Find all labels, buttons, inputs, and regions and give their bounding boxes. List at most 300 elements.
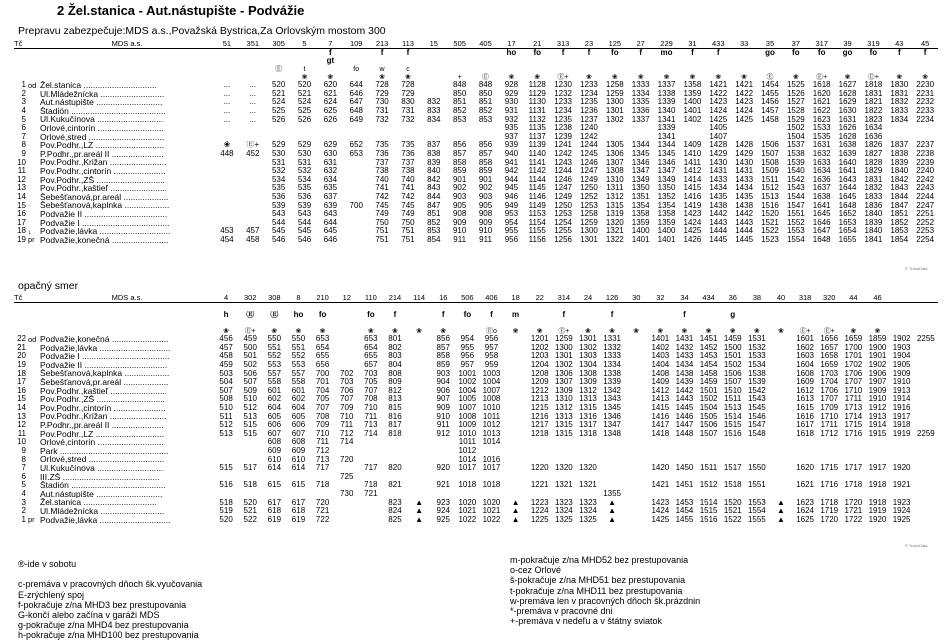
departure-time: 731 — [401, 106, 415, 116]
departure-time: 606 — [291, 420, 306, 430]
departure-time: 503 — [219, 369, 233, 378]
departure-time — [769, 344, 793, 353]
trip-number: 23 — [576, 39, 602, 49]
departure-time: 1453 — [675, 498, 694, 507]
stop-prefix: od — [28, 81, 37, 90]
stop-row — [14, 430, 938, 439]
departure-time: 546 — [271, 235, 286, 244]
departure-time: 624 — [323, 98, 338, 107]
trip-note-symbol: Ⓔ — [270, 311, 279, 319]
departure-time: 1507 — [723, 377, 742, 387]
departure-time: 1516 — [699, 515, 718, 524]
departure-time: 714 — [340, 438, 354, 447]
departure-time — [914, 507, 938, 516]
departure-time: 614 — [267, 463, 282, 473]
departure-time — [914, 490, 938, 499]
departure-time: 1247 — [554, 184, 572, 193]
trip-note-symbol — [447, 49, 473, 58]
departure-time — [214, 124, 240, 133]
departure-time: 532 — [271, 166, 286, 176]
stop-km: 3 — [21, 98, 26, 107]
stop-name: Pov.Podhr.,ZŠ ............................. — [40, 395, 166, 404]
stop-name: Ul.Kukučínova ............................ — [40, 115, 164, 124]
departure-time: 1516 — [723, 429, 742, 438]
trip-note-symbol — [745, 319, 769, 327]
trip-note-symbol — [455, 327, 479, 335]
trip-note-symbol — [335, 303, 359, 312]
departure-time: 735 — [401, 141, 415, 150]
departure-time: 736 — [375, 149, 389, 159]
departure-time: 1345 — [631, 149, 650, 159]
departure-time: 1438 — [735, 201, 754, 210]
departure-time: 847 — [427, 201, 441, 210]
departure-time: 609 — [291, 446, 306, 456]
departure-time — [648, 490, 672, 499]
trip-note-symbol: ❀ — [508, 73, 515, 81]
departure-time: 2239 — [916, 158, 935, 167]
departure-time: 1450 — [675, 463, 694, 473]
departure-time: 912 — [436, 429, 450, 438]
departure-time: 1310 — [605, 175, 624, 184]
trip-note-symbol — [624, 311, 648, 319]
trip-note-symbol — [817, 303, 841, 312]
departure-time: 1301 — [605, 106, 624, 116]
departure-time: 608 — [267, 438, 282, 447]
trip-number: 43 — [886, 39, 912, 49]
departure-time: 1843 — [890, 184, 909, 193]
departure-time: 850 — [478, 89, 493, 98]
departure-time: 1350 — [631, 184, 650, 193]
trip-number: 405 — [473, 39, 499, 49]
departure-time: 513 — [243, 412, 257, 421]
trip-note-symbol — [266, 57, 292, 65]
departure-time: 1628 — [838, 132, 857, 141]
trip-note-symbol: ❀ — [792, 73, 799, 81]
trip-note-symbol — [383, 319, 407, 327]
departure-time: 1851 — [890, 209, 909, 219]
departure-time — [407, 455, 431, 464]
trip-note-symbol: g — [730, 311, 736, 319]
departure-time — [214, 176, 240, 185]
departure-time: 1920 — [868, 515, 887, 524]
departure-time: 1509 — [761, 166, 779, 176]
departure-time — [648, 447, 672, 456]
timetable-forward — [14, 39, 938, 244]
departure-time: 856 — [478, 141, 493, 150]
departure-time: 506 — [243, 369, 257, 378]
departure-time: 850 — [452, 89, 467, 98]
stop-km: 2 — [21, 506, 26, 516]
trip-note-symbol: ❀ — [440, 327, 447, 335]
departure-time: 1716 — [844, 429, 863, 438]
trip-note-symbol — [473, 49, 499, 58]
departure-time: 1442 — [735, 209, 754, 219]
departure-time — [407, 344, 431, 353]
trip-note-symbol — [817, 319, 841, 327]
trip-note-symbol — [286, 319, 310, 327]
trip-number: 38 — [745, 293, 769, 303]
departure-time: 1347 — [657, 166, 676, 176]
departure-time: 1637 — [812, 184, 831, 193]
departure-time: 2247 — [916, 201, 935, 210]
departure-time — [335, 507, 359, 516]
departure-time — [914, 404, 938, 413]
departure-time: 1435 — [735, 192, 754, 202]
departure-time — [383, 438, 407, 447]
header-operator: MDS a.s. — [40, 293, 214, 303]
departure-time: 908 — [478, 209, 493, 219]
trip-note-symbol — [835, 57, 861, 65]
trip-number: 319 — [860, 39, 886, 49]
departure-time: 1247 — [580, 166, 598, 176]
departure-time — [624, 430, 648, 439]
departure-time: 833 — [427, 106, 441, 116]
sym-spacer — [14, 73, 28, 81]
departure-time: 903 — [436, 369, 450, 378]
trip-note-symbol — [262, 319, 286, 327]
departure-time: 1914 — [892, 395, 911, 404]
departure-time: 1421 — [735, 81, 754, 90]
departure-time — [793, 490, 817, 499]
trip-note-symbol — [890, 327, 914, 335]
departure-time: 1011 — [458, 438, 476, 447]
trip-note-symbol: Ⓔ+ — [557, 73, 569, 81]
departure-time: 1504 — [699, 403, 718, 413]
departure-time: 2251 — [916, 209, 935, 219]
departure-time: 1315 — [554, 429, 573, 438]
departure-time: 1520 — [761, 209, 779, 219]
departure-time — [407, 369, 431, 378]
departure-time: 732 — [401, 115, 415, 124]
departure-time: 1007 — [458, 403, 477, 413]
departure-time — [624, 481, 648, 490]
departure-time: 544 — [297, 218, 312, 227]
departure-time: 1709 — [820, 403, 839, 413]
departure-time: 1830 — [890, 81, 909, 90]
departure-time: 543 — [271, 209, 286, 219]
departure-time: 544 — [271, 218, 286, 227]
departure-time — [359, 498, 383, 507]
trip-note-symbol — [317, 65, 343, 73]
departure-time: 1145 — [528, 184, 546, 193]
departure-time: 531 — [271, 158, 286, 167]
departure-time — [624, 344, 648, 353]
departure-time: ▲ — [608, 515, 617, 524]
stop-row — [14, 98, 938, 107]
departure-time: 930 — [504, 98, 519, 107]
stop-prefix — [28, 498, 40, 507]
departure-time: 857 — [452, 149, 467, 159]
departure-time: 1217 — [530, 420, 549, 430]
departure-time: 859 — [436, 360, 450, 370]
departure-time: 1446 — [675, 412, 694, 421]
trip-note-symbol — [292, 49, 318, 58]
departure-time: 1636 — [864, 132, 883, 141]
trip-number: 37 — [783, 39, 809, 49]
departure-time: 935 — [504, 123, 519, 133]
departure-time — [240, 193, 266, 202]
departure-time: 1542 — [747, 386, 766, 395]
departure-time — [407, 404, 431, 413]
departure-time: 1544 — [786, 192, 805, 202]
departure-time: 1131 — [528, 106, 546, 116]
credit-forward: © TransData — [905, 266, 928, 271]
departure-time — [552, 438, 576, 447]
trip-number: 39 — [835, 39, 861, 49]
departure-time: 1347 — [631, 166, 650, 176]
departure-time: 1010 — [458, 429, 477, 438]
departure-time: 1238 — [554, 123, 572, 133]
departure-time — [240, 219, 266, 228]
departure-time: 513 — [219, 429, 233, 438]
trip-note-symbol — [600, 319, 624, 327]
departure-time — [769, 404, 793, 413]
departure-time: 1706 — [844, 369, 863, 378]
departure-time: 1420 — [651, 463, 670, 473]
departure-time: 1315 — [554, 420, 573, 430]
departure-time: 610 — [291, 455, 306, 464]
departure-time: 621 — [323, 89, 338, 98]
departure-time — [504, 464, 528, 473]
trip-note-symbol — [721, 303, 745, 312]
departure-time: 823 — [388, 498, 402, 507]
departure-time — [528, 438, 552, 447]
trip-note-symbol: f — [380, 48, 384, 57]
departure-time — [504, 352, 528, 361]
departure-time: 954 — [504, 218, 519, 227]
departure-time: 1321 — [579, 481, 597, 490]
departure-time — [745, 473, 769, 482]
departure-time — [697, 455, 721, 464]
departure-time: 902 — [478, 184, 493, 193]
trip-number: 505 — [447, 39, 473, 49]
departure-time: 1522 — [723, 515, 742, 524]
departure-time: 1707 — [820, 395, 839, 404]
departure-time: 1915 — [868, 429, 887, 438]
trip-note-symbol: Ⓔ+ — [823, 327, 835, 335]
departure-time: 1424 — [651, 506, 670, 516]
departure-time: 1451 — [699, 335, 718, 344]
departure-time: 1308 — [579, 369, 597, 378]
departure-time: 507 — [219, 386, 233, 395]
stop-row — [14, 361, 938, 370]
departure-time: 1643 — [838, 175, 857, 184]
departure-time: 1853 — [890, 227, 909, 236]
trip-note-symbol: f — [561, 48, 565, 57]
departure-time — [769, 335, 793, 344]
departure-time — [479, 447, 503, 456]
departure-time — [407, 490, 431, 499]
trip-note-symbol: ❀ — [657, 327, 664, 335]
departure-time: 1827 — [864, 149, 883, 159]
departure-time: 1401 — [631, 235, 650, 244]
stop-row — [14, 107, 938, 116]
departure-time: 1416 — [651, 412, 670, 421]
departure-time: 720 — [340, 455, 354, 464]
trip-note-symbol: gt — [326, 57, 335, 65]
stop-prefix — [28, 447, 40, 456]
departure-time: 910 — [452, 227, 467, 236]
departure-time: 1528 — [786, 106, 805, 116]
departure-time: 553 — [267, 360, 282, 370]
departure-time: 1630 — [838, 106, 857, 116]
departure-time: 738 — [401, 166, 415, 176]
departure-time — [262, 490, 286, 499]
departure-time: 1712 — [820, 429, 839, 438]
departure-time: 1442 — [675, 386, 694, 395]
departure-time — [504, 421, 528, 430]
departure-time: 946 — [504, 192, 519, 202]
departure-time: 1608 — [796, 369, 814, 378]
departure-time: 1429 — [709, 149, 728, 159]
sym-spacer — [28, 73, 40, 81]
stop-name: Orlové,stred ................................ — [40, 132, 165, 142]
departure-time: 954 — [460, 335, 475, 344]
departure-time — [343, 210, 369, 219]
trip-note-symbol: ❀ — [741, 73, 748, 81]
trip-number: 18 — [504, 293, 528, 303]
trip-note-symbol: ❀ — [637, 73, 644, 81]
departure-time — [793, 455, 817, 464]
departure-time: 1525 — [786, 81, 805, 90]
departure-time — [576, 490, 600, 499]
stop-prefix — [28, 176, 40, 185]
departure-time: 1423 — [651, 498, 670, 507]
departure-time: 1829 — [864, 166, 883, 176]
departure-time: 1209 — [530, 377, 549, 387]
trip-note-symbol — [865, 303, 889, 312]
stop-prefix — [28, 404, 40, 413]
departure-time: 525 — [271, 106, 286, 116]
departure-time: 956 — [484, 335, 499, 344]
departure-time — [407, 464, 431, 473]
departure-time: 956 — [460, 352, 475, 361]
departure-time: 729 — [375, 89, 389, 98]
stop-km: 17 — [17, 218, 26, 227]
departure-time: 2240 — [916, 166, 935, 176]
departure-time: 1917 — [892, 412, 911, 421]
departure-time — [359, 438, 383, 447]
trip-note-symbol — [860, 65, 886, 73]
trip-note-symbol — [455, 319, 479, 327]
departure-time: 512 — [243, 403, 257, 413]
trip-note-symbol — [421, 57, 447, 65]
departure-time: 1425 — [651, 515, 670, 524]
departure-time: 1918 — [892, 420, 911, 430]
trip-note-symbol — [311, 303, 335, 312]
sym-spacer — [40, 57, 214, 65]
departure-time: ... — [223, 81, 231, 90]
stop-row — [14, 201, 938, 210]
departure-time: 1831 — [864, 89, 883, 98]
departure-time: 858 — [436, 352, 450, 361]
departure-time: 1455 — [675, 515, 694, 524]
departure-time: 510 — [219, 403, 233, 413]
departure-time — [817, 455, 841, 464]
trip-note-symbol — [335, 319, 359, 327]
departure-time: 520 — [243, 498, 257, 507]
departure-time: 1002 — [458, 377, 477, 387]
departure-time — [624, 447, 648, 456]
departure-time — [286, 490, 310, 499]
stop-prefix — [28, 481, 40, 490]
departure-time: 539 — [271, 201, 286, 210]
departure-time — [383, 473, 407, 482]
departure-time: 839 — [427, 158, 441, 167]
departure-time: 1347 — [603, 420, 621, 430]
departure-time: 1423 — [709, 98, 728, 107]
departure-time: 1201 — [530, 335, 549, 344]
departure-time: 712 — [340, 429, 354, 438]
departure-time: 1839 — [864, 218, 883, 227]
departure-time: 629 — [323, 141, 338, 150]
departure-time: 1852 — [890, 218, 909, 227]
header-spacer — [28, 39, 40, 49]
departure-time: 1333 — [603, 352, 621, 361]
departure-time: 531 — [297, 158, 312, 167]
departure-time — [292, 124, 318, 133]
departure-time: 1512 — [699, 481, 718, 490]
stop-row — [14, 141, 938, 150]
departure-time: 553 — [291, 360, 306, 370]
departure-time: 740 — [375, 175, 389, 184]
departure-time: 853 — [427, 227, 441, 236]
departure-time: 1502 — [786, 123, 805, 133]
trip-note-symbol — [479, 319, 503, 327]
departure-time: 1627 — [838, 81, 857, 90]
departure-time: 902 — [452, 184, 467, 193]
departure-time: 1906 — [868, 369, 887, 378]
trip-note-symbol: Ⓔ+ — [799, 327, 811, 335]
trip-number: 21 — [524, 39, 550, 49]
stop-name: Štadión ........................................ — [40, 106, 166, 116]
trip-note-symbol — [731, 65, 757, 73]
departure-time — [745, 447, 769, 456]
departure-time: 1349 — [657, 175, 676, 184]
departure-time: 856 — [436, 335, 450, 344]
departure-time: 1358 — [657, 209, 676, 219]
departure-time: 1433 — [709, 175, 728, 184]
departure-time: 1302 — [554, 360, 573, 370]
departure-time: 1613 — [796, 395, 814, 404]
departure-time: 1233 — [580, 81, 598, 90]
departure-time: 1623 — [796, 498, 814, 507]
departure-time: 1832 — [890, 98, 909, 107]
departure-time: ▲ — [511, 506, 520, 516]
trip-number: 30 — [624, 293, 648, 303]
departure-time — [335, 361, 359, 370]
departure-time: 851 — [452, 98, 467, 107]
departure-time — [793, 473, 817, 482]
departure-time: 1258 — [605, 81, 624, 90]
trip-note-symbol — [865, 319, 889, 327]
departure-time: 1315 — [579, 403, 597, 413]
trip-number: 434 — [697, 293, 721, 303]
departure-time: 504 — [219, 377, 233, 387]
departure-time: 1312 — [554, 403, 573, 413]
departure-time: 644 — [349, 81, 363, 90]
departure-time: 508 — [219, 395, 233, 404]
departure-time: 1639 — [838, 149, 857, 159]
trip-note-symbol — [262, 303, 286, 312]
stop-row — [14, 404, 938, 413]
departure-time: 520 — [297, 81, 312, 90]
departure-time: 535 — [297, 184, 312, 193]
departure-time: 1657 — [820, 343, 839, 352]
departure-time: 519 — [219, 506, 233, 516]
stop-prefix — [28, 378, 40, 387]
departure-time — [914, 344, 938, 353]
